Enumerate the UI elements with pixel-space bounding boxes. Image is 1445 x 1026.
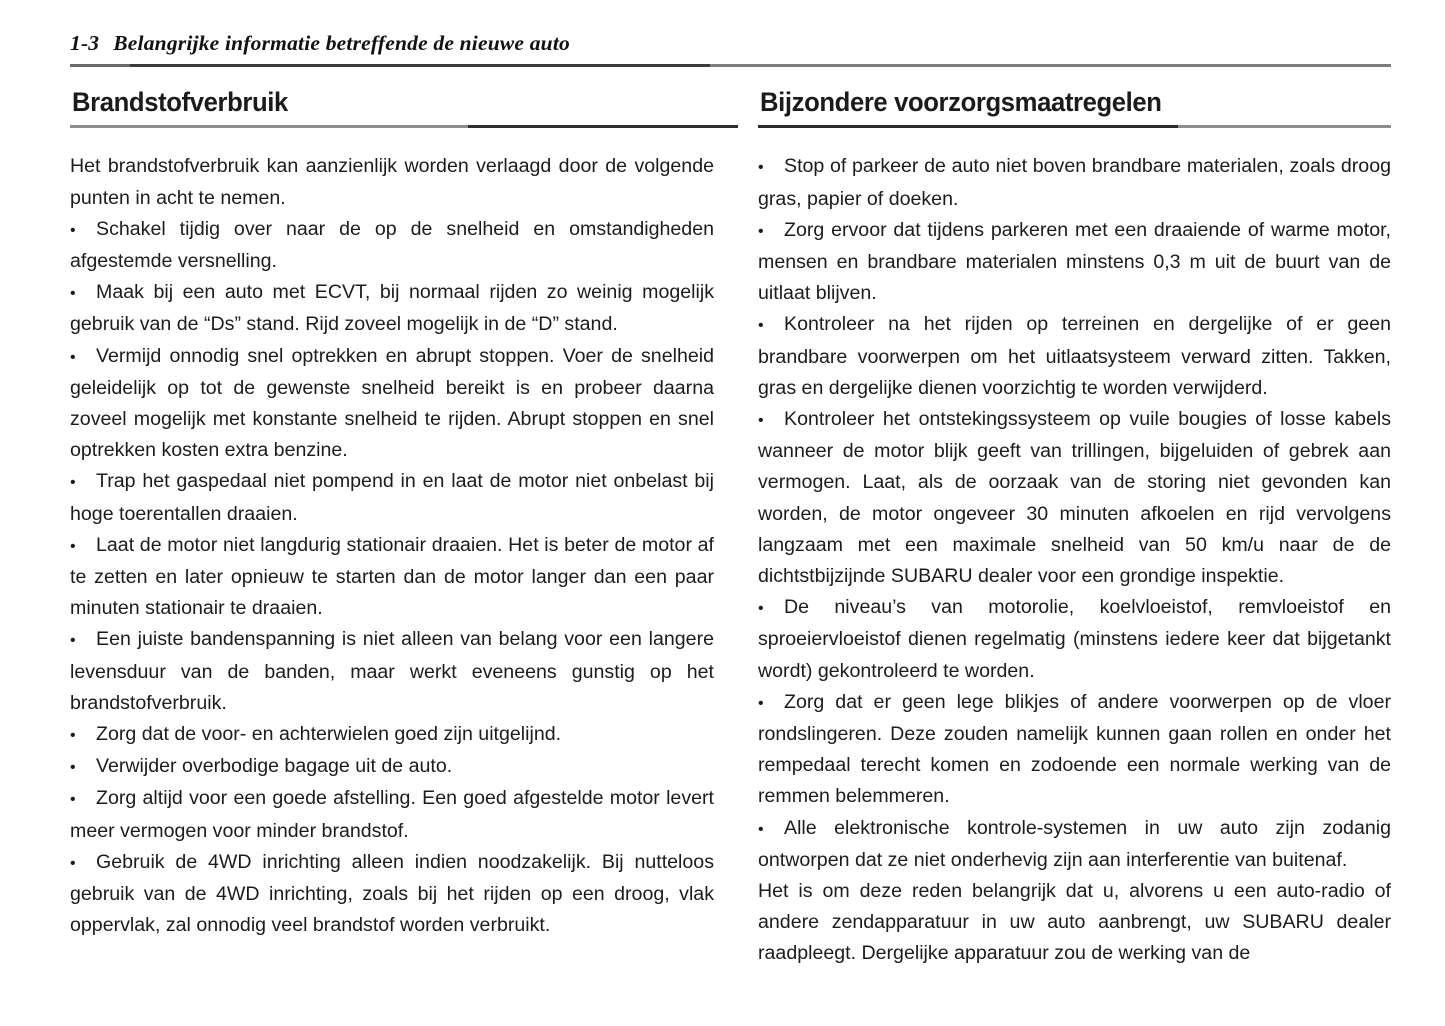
list-item xyxy=(70,719,714,751)
list-item xyxy=(758,687,1391,813)
list-item-text: Zorg dat er geen lege blikjes of andere voorwerpen op de vloer rondslingeren. Deze zouden namelijk kunnen gaan rollen en onder het rempedaal terecht komen en zodoende een normale werking van de remmen belemmeren. xyxy=(758,690,1391,808)
running-head xyxy=(70,31,1390,56)
bullet-icon xyxy=(70,848,96,879)
bullet-icon xyxy=(70,215,96,246)
list-item xyxy=(70,341,714,467)
right-column xyxy=(758,88,1391,1018)
list-item xyxy=(70,847,714,942)
list-item-text: Trap het gaspedaal niet pompend in en laat de motor niet onbelast bij hoge toerentallen draaien. xyxy=(70,470,714,525)
left-section-title: Brandstofverbruik xyxy=(72,87,288,117)
list-item-text: Stop of parkeer de auto niet boven brandbare materialen, zoals droog gras, papier of doeken. xyxy=(758,155,1391,210)
page-folio: 1-3 xyxy=(70,31,100,55)
bullet-icon xyxy=(70,531,96,562)
bullet-icon xyxy=(758,593,784,624)
list-item xyxy=(70,624,714,719)
list-item-text: Zorg altijd voor een goede afstelling. Een goed afgestelde motor levert meer vermogen voor minder brandstof. xyxy=(70,787,714,842)
list-item xyxy=(758,404,1391,592)
bullet-icon xyxy=(758,310,784,341)
bullet-icon xyxy=(70,784,96,815)
list-item-text: Maak bij een auto met ECVT, bij normaal rijden zo weinig mogelijk gebruik van de “Ds” stand. Rijd zoveel mogelijk in de “D” stand. xyxy=(70,281,714,336)
list-item xyxy=(758,151,1391,214)
list-item xyxy=(70,530,714,625)
right-column-body xyxy=(758,151,1391,969)
bullet-icon xyxy=(758,152,784,183)
list-item xyxy=(758,813,1391,876)
list-item-text: Zorg ervoor dat tijdens parkeren met een draaiende of warme motor, mensen en brandbare materialen minstens 0,3 m uit de buurt van de uitlaat blijven. xyxy=(758,218,1391,305)
right-closing-paragraph: Het is om deze reden belangrijk dat u, alvorens u een auto-radio of andere zendapparatuur in uw auto aanbrengt, uw SUBARU dealer raadpleegt. Dergelijke apparatuur zou de werking van de xyxy=(758,880,1391,965)
list-item-text: Kontroleer na het rijden op terreinen en dergelijke of er geen brandbare voorwerpen om het uitlaatsysteem verward zitten. Takken, gras en dergelijke dienen voorzichtig te worden verwijderd. xyxy=(758,313,1391,399)
bullet-icon xyxy=(758,688,784,719)
list-item xyxy=(758,215,1391,310)
two-column-body xyxy=(70,88,1391,1018)
list-item-text: Vermijd onnodig snel optrekken en abrupt stoppen. Voer de snelheid geleidelijk op tot de gewenste snelheid bereikt is en probeer daarna zoveel mogelijk met konstante snelheid te rijden. Abrupt stoppen en snel optrekken kosten extra benzine. xyxy=(70,344,714,462)
list-item-text: De niveau’s van motorolie, koelvloeistof, remvloeistof en sproeiervloeistof dienen regelmatig (minstens iedere keer dat bijgetankt wordt) gekontroleerd te worden. xyxy=(758,596,1391,682)
list-item xyxy=(70,783,714,846)
list-item-text: Alle elektronische kontrole-systemen in uw auto zijn zodanig ontworpen dat ze niet onderhevig zijn aan interferentie van buitenaf. xyxy=(758,816,1391,871)
list-item xyxy=(70,277,714,340)
list-item xyxy=(70,214,714,277)
list-item-text: Gebruik de 4WD inrichting alleen indien noodzakelijk. Bij nutteloos gebruik van de 4WD inrichting, zoals bij het rijden op een droog, vlak oppervlak, zal onnodig veel brandstof worden verbruikt. xyxy=(70,850,714,937)
list-item-text: Zorg dat de voor- en achterwielen goed zijn uitgelijnd. xyxy=(96,723,562,745)
bullet-icon xyxy=(70,625,96,656)
list-item xyxy=(70,751,714,783)
list-item-text: Kontroleer het ontstekingssysteem op vuile bougies of losse kabels wanneer de motor blijk geeft van trillingen, bijgeluiden of gebrek aan vermogen. Laat, als de oorzaak van de storing niet gevonden kan worden, de motor ongeveer 30 minuten afkoelen en rijd vervolgens langzaam met een maximale snelheid van 50 km/u naar de de dichtstbijzijnde SUBARU dealer voor een grondige inspektie. xyxy=(758,407,1391,587)
right-section-title: Bijzondere voorzorgsmaatregelen xyxy=(760,87,1162,117)
bullet-icon xyxy=(758,216,784,247)
list-item-text: Schakel tijdig over naar de op de snelheid en omstandigheden afgestemde versnelling. xyxy=(70,217,714,272)
running-head-title: Belangrijke informatie betreffende de nieuwe auto xyxy=(113,31,570,55)
running-head-text xyxy=(70,31,1390,56)
bullet-icon xyxy=(70,342,96,373)
bullet-icon xyxy=(70,720,96,751)
list-item xyxy=(70,466,714,529)
list-item xyxy=(758,592,1391,687)
bullet-icon xyxy=(758,814,784,845)
left-column xyxy=(70,88,714,1018)
header-divider-rule xyxy=(70,64,1391,67)
bullet-icon xyxy=(70,467,96,498)
right-section-rule xyxy=(758,125,1391,128)
list-item xyxy=(758,309,1391,404)
list-item-text: Laat de motor niet langdurig stationair draaien. Het is beter de motor af te zetten en later opnieuw te starten dan de motor langer dan een paar minuten stationair te draaien. xyxy=(70,533,714,620)
left-column-body xyxy=(70,151,714,941)
left-section-rule xyxy=(70,125,714,128)
bullet-icon xyxy=(70,278,96,309)
list-item-text: Een juiste bandenspanning is niet alleen van belang voor een langere levensduur van de banden, maar werkt eveneens gunstig op het brandstofverbruik. xyxy=(70,628,714,714)
left-intro-paragraph: Het brandstofverbruik kan aanzienlijk worden verlaagd door de volgende punten in acht te nemen. xyxy=(70,155,714,209)
bullet-icon xyxy=(758,405,784,436)
list-item-text: Verwijder overbodige bagage uit de auto. xyxy=(96,755,453,778)
bullet-icon xyxy=(70,752,96,783)
